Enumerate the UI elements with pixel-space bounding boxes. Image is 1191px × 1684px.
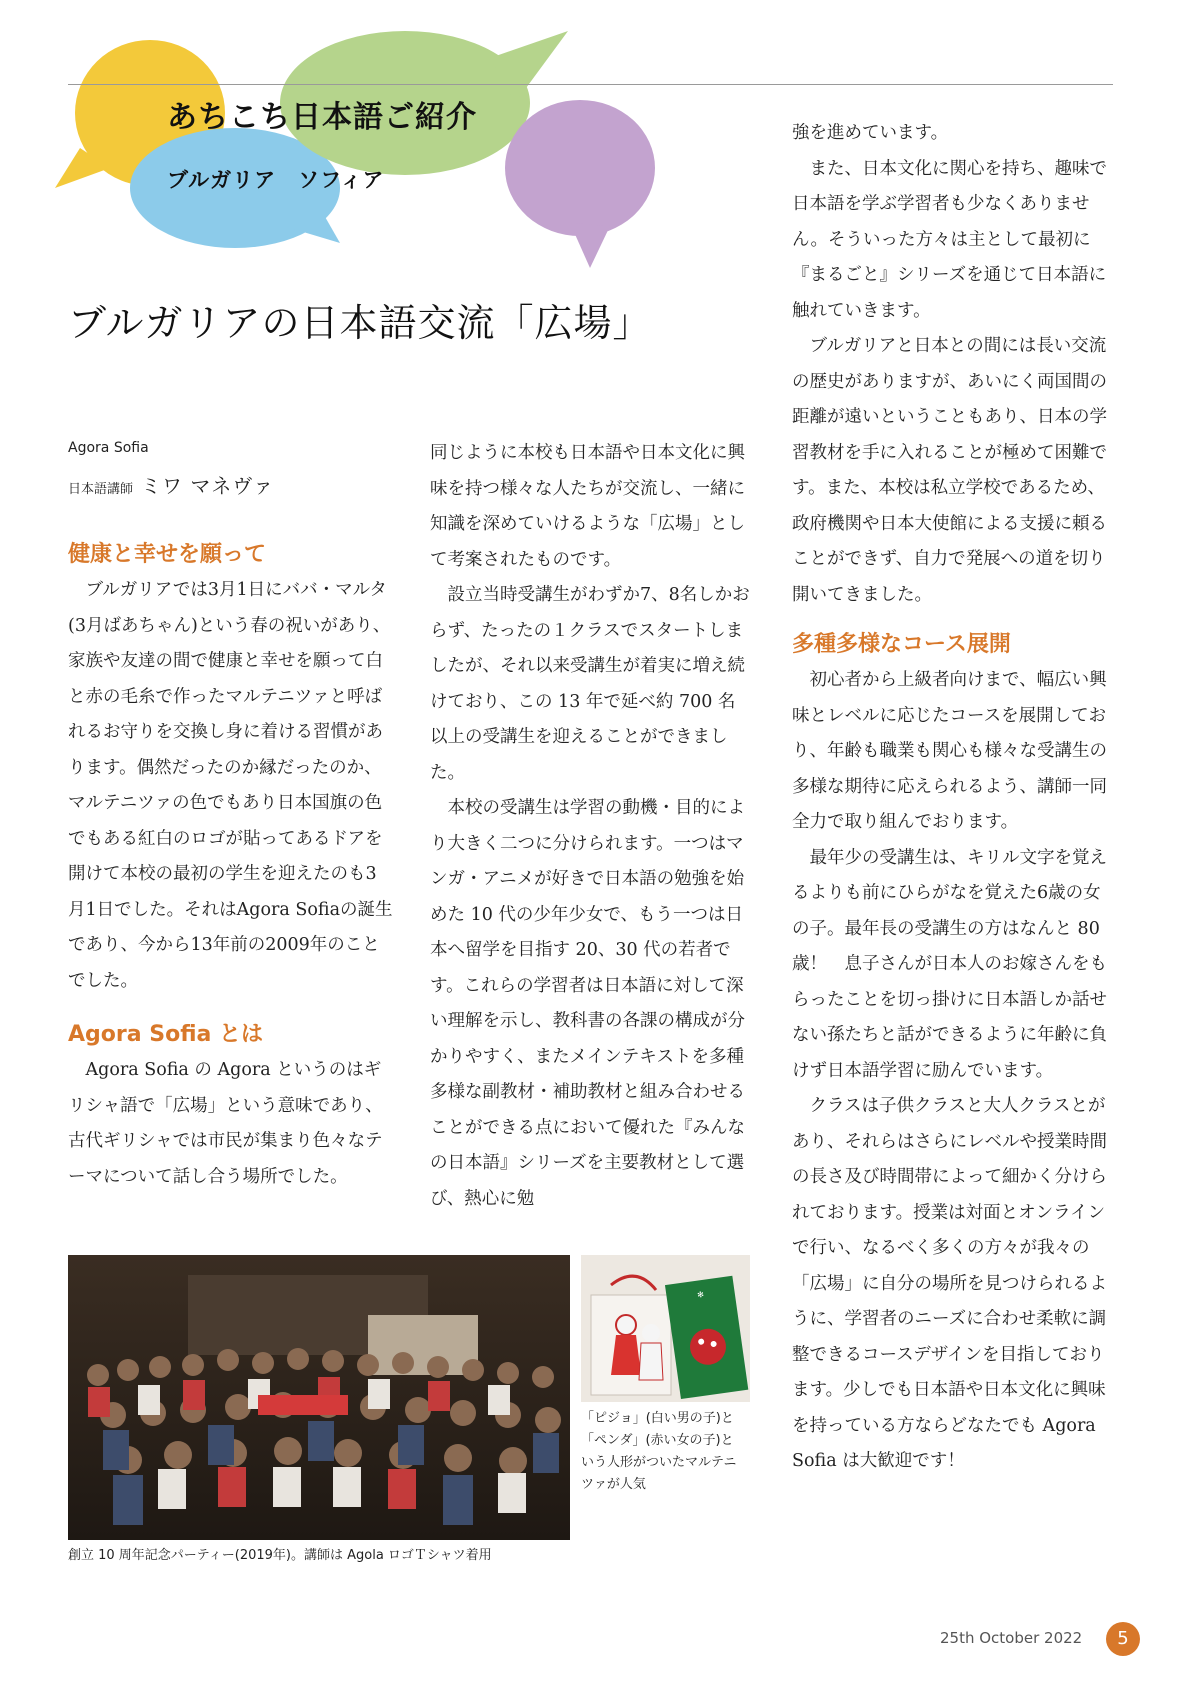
group-photo-caption: 創立 10 周年記念パーティー(2019年)。講師は Agola ロゴＴシャツ着用 — [68, 1548, 492, 1563]
paragraph: Agora Sofia の Agora というのはギリシャ語で「広場」という意味であり、古代ギリシャでは市民が集まり色々なテーマについて話し合う場所でした。 — [68, 1060, 383, 1187]
caption-line: ツァが人気 — [581, 1477, 646, 1492]
paragraph: クラスは子供クラスと大人クラスとがあり、それらはさらにレベルや授業時間の長さ及び時間帯によって細かく分けられております。授業は対面とオンラインで行い、なるべく多くの方々が我々の「広場」に自分の場所を見つけられるように、学習者のニーズに合わせ柔軟に調整できるコースデザインを目指しております。少しでも日本語や日本文化に興味を持っている方ならどなたでも Agora Sofia は大歓迎です！ — [792, 1096, 1107, 1471]
paragraph: 設立当時受講生がわずか7、8名しかおらず、たったの１クラスでスタートしましたが、それ以来受講生が着実に増え続けており、この 13 年で延べ約 700 名以上の受講生を迎えることができました。 — [430, 585, 750, 783]
column-1 — [68, 537, 393, 1195]
paragraph: 強を進めています。 — [792, 123, 949, 143]
paragraph: また、日本文化に関心を持ち、趣味で日本語を学ぶ学習者も少なくありません。そういった方々は主として最初に『まるごと』シリーズを通じて日本語に触れていきます。 — [792, 158, 1107, 321]
paragraph: 同じように本校も日本語や日本文化に興味を持つ様々な人たちが交流し、一緒に知識を深めていけるような「広場」として考案されたものです。 — [430, 443, 745, 570]
paragraph: 最年少の受講生は、キリル文字を覚えるよりも前にひらがなを覚えた6歳の女の子。最年長の受講生の方はなんと 80 歳！ 息子さんが日本人のお嫁さんをもらったことを切っ掛けに日本語しか話せない孫たちと話ができるように年齢に負けず日本語学習に励んでいます。 — [792, 847, 1107, 1081]
author-line — [68, 470, 274, 499]
section-heading: Agora Sofia とは — [68, 1022, 264, 1047]
header-rule — [68, 84, 1113, 85]
group-photo — [68, 1255, 570, 1540]
author-name: ミワ マネヴァ — [141, 474, 275, 498]
speech-bubbles-decoration — [50, 28, 690, 273]
paragraph: ブルガリアでは3月1日にババ・マルタ(3月ばあちゃん)という春の祝いがあり、家族や友達の間で健康と幸せを願って白と赤の毛糸で作ったマルテニツァと呼ばれるお守りを交換し身に着ける習慣があります。偶然だったのか縁だったのか、マルテニツァの色でもあり日本国旗の色でもある紅白のロゴが貼ってあるドアを開けて本校の最初の学生を迎えたのも3月1日でした。それはAgora Sofiaの誕生であり、今から13年前の2009年のことでした。 — [68, 580, 393, 991]
caption-line: いう人形がついたマルテニ — [581, 1455, 737, 1470]
caption-line: 「ペンダ」(赤い女の子)と — [581, 1433, 734, 1448]
paragraph: ブルガリアと日本との間には長い交流の歴史がありますが、あいにく両国間の距離が遠いということもあり、日本の学習教材を手に入れることが極めて困難です。また、本校は私立学校であるため、政府機関や日本大使館による支援に頼ることができず、自力で発展への道を切り開いてきました。 — [792, 336, 1107, 605]
purple-bubble — [505, 100, 655, 268]
svg-text:✻: ✻ — [696, 1289, 705, 1300]
martenitsa-illustration — [581, 1255, 750, 1402]
issue-date: 25th October 2022 — [940, 1629, 1083, 1647]
page-number-badge: 5 — [1106, 1622, 1140, 1656]
paragraph: 本校の受講生は学習の動機・目的により大きく二つに分けられます。一つはマンガ・アニメが好きで日本語の勉強を始めた 10 代の少年少女で、もう一つは日本へ留学を目指す 20、30 代の若者です。これらの学習者は日本語に対して深い理解を示し、教科書の各課の構成が分かりやすく、またメインテキストを多種多様な副教材・補助教材と組み合わせることができる点において優れた『みんなの日本語』シリーズを主要教材として選び、熱心に勉 — [430, 798, 745, 1209]
section-heading: 多種多様なコース展開 — [792, 632, 1011, 657]
martenitsa-caption — [581, 1408, 756, 1496]
series-kicker: あちこち日本語ご紹介 — [167, 100, 477, 135]
martenitsa-photo — [581, 1255, 750, 1402]
group-photo-illustration — [68, 1255, 570, 1540]
section-heading: 健康と幸せを願って — [68, 542, 267, 567]
author-role: 日本語講師 — [68, 482, 134, 497]
caption-line: 「ピジョ」(白い男の子)と — [581, 1411, 734, 1426]
article-title: ブルガリアの日本語交流「広場」 — [68, 301, 652, 345]
column-2 — [430, 436, 752, 1217]
author-org: Agora Sofia — [68, 440, 149, 456]
column-3 — [792, 116, 1114, 1480]
paragraph: 初心者から上級者向けまで、幅広い興味とレベルに応じたコースを展開しており、年齢も職業も関心も様々な受講生の多様な期待に応えられるよう、講師一同全力で取り組んでおります。 — [792, 670, 1107, 832]
location-label: ブルガリア ソフィア — [167, 168, 385, 192]
